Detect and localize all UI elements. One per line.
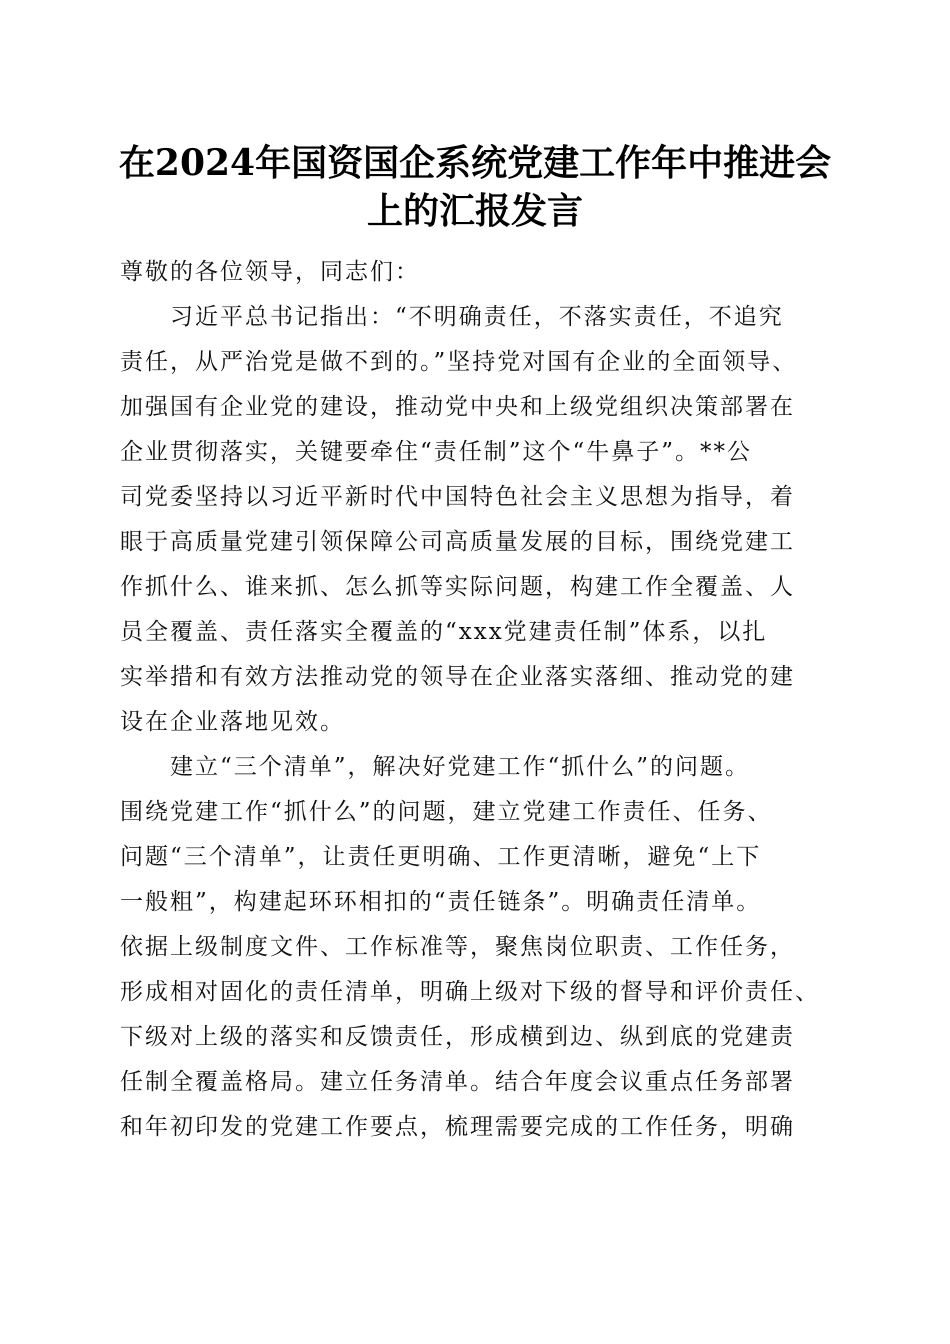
salutation: 尊敬的各位领导，同志们：	[120, 259, 420, 285]
paragraph-line: 设在企业落地见效。	[120, 709, 345, 735]
paragraph-line: 问题“三个清单”，让责任更明确、工作更清晰，避免“上下	[120, 844, 762, 870]
paragraph-line: 企业贯彻落实，关键要牵住“责任制”这个“牛鼻子”。**公	[120, 439, 753, 465]
paragraph-2	[120, 745, 840, 1150]
paragraph-line: 习近平总书记指出：“不明确责任，不落实责任，不追究	[170, 304, 784, 330]
paragraph-line: 司党委坚持以习近平新时代中国特色社会主义思想为指导，着	[120, 484, 795, 510]
paragraph-line: 建立“三个清单”，解决好党建工作“抓什么”的问题。	[170, 754, 751, 780]
paragraph-1	[120, 295, 840, 745]
paragraph-line: 实举措和有效方法推动党的领导在企业落实落细、推动党的建	[120, 664, 795, 690]
paragraph-line: 一般粗”，构建起环环相扣的“责任链条”。明确责任清单。	[120, 889, 762, 915]
paragraph-line: 员全覆盖、责任落实全覆盖的“xxx党建责任制”体系，以扎	[120, 619, 768, 645]
paragraph-line: 依据上级制度文件、工作标准等，聚焦岗位职责、工作任务，	[120, 934, 795, 960]
paragraph-line: 和年初印发的党建工作要点，梳理需要完成的工作任务，明确	[120, 1114, 795, 1140]
paragraph-line: 围绕党建工作“抓什么”的问题，建立党建工作责任、任务、	[120, 799, 773, 825]
document-title-line-1: 在2024年国资国企系统党建工作年中推进会	[118, 142, 832, 184]
paragraph-line: 责任，从严治党是做不到的。”坚持党对国有企业的全面领导、	[120, 349, 798, 375]
paragraph-line: 眼于高质量党建引领保障公司高质量发展的目标，围绕党建工	[120, 529, 795, 555]
paragraph-line: 作抓什么、谁来抓、怎么抓等实际问题，构建工作全覆盖、人	[120, 574, 795, 600]
paragraph-line: 下级对上级的落实和反馈责任，形成横到边、纵到底的党建责	[120, 1024, 795, 1050]
paragraph-line: 加强国有企业党的建设，推动党中央和上级党组织决策部署在	[120, 394, 795, 420]
paragraph-line: 形成相对固化的责任清单，明确上级对下级的督导和评价责任、	[120, 979, 820, 1005]
paragraph-line: 任制全覆盖格局。建立任务清单。结合年度会议重点任务部署	[120, 1069, 795, 1095]
document-body	[120, 250, 840, 1150]
document-title-line-2: 上的汇报发言	[366, 190, 583, 232]
